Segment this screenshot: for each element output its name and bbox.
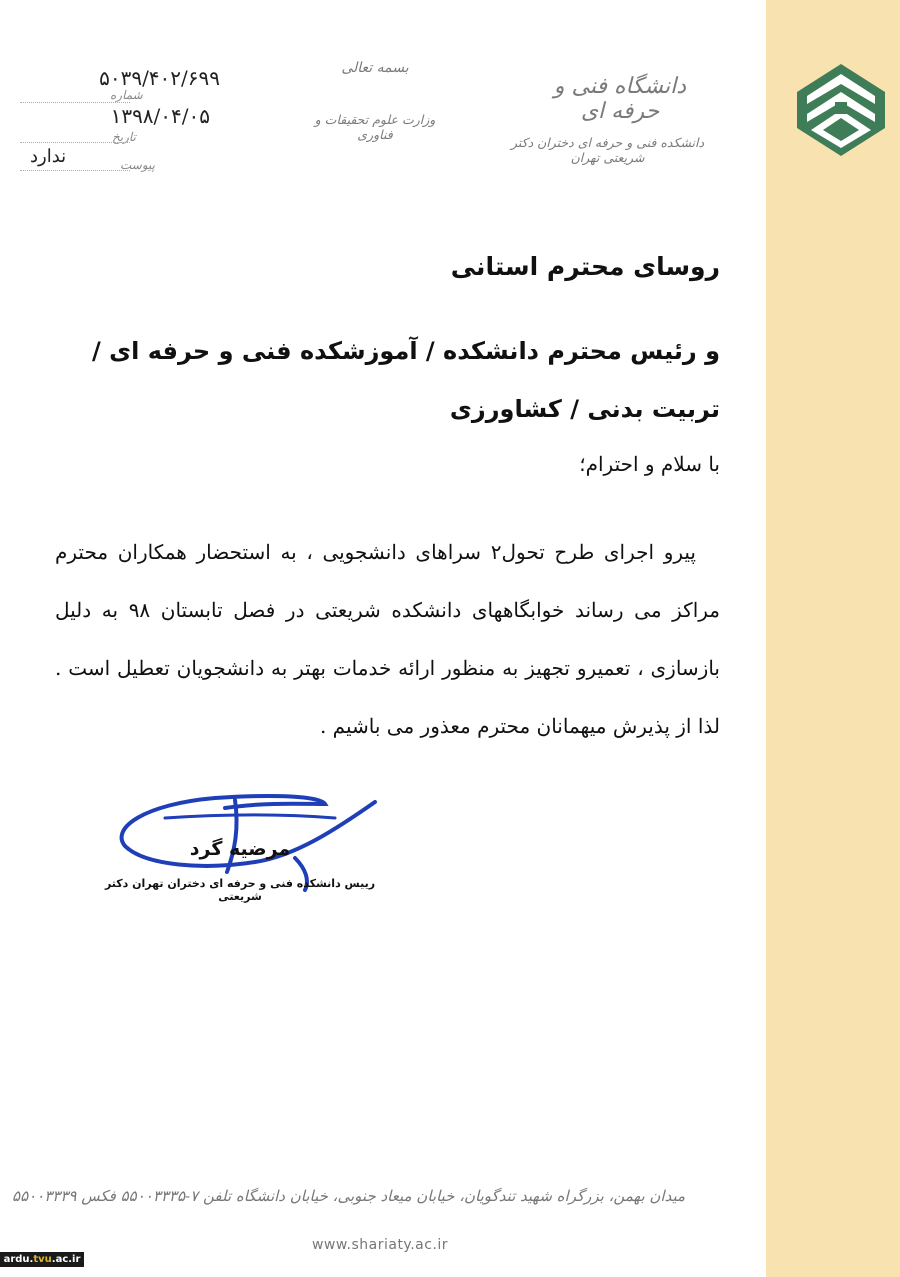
attachment-label: پیوست: [120, 158, 155, 172]
letter-date: ۱۳۹۸/۰۴/۰۵: [110, 104, 210, 128]
watermark-suffix: .ac.ir: [51, 1254, 81, 1265]
recipient-line-1: روسای محترم استانی: [450, 252, 720, 281]
ministry-name: وزارت علوم تحقیقات و فناوری: [314, 112, 436, 142]
university-name: دانشگاه فنی و حرفه ای: [553, 74, 687, 124]
number-line: [20, 102, 130, 103]
site-watermark: [0, 1252, 84, 1267]
watermark-prefix: ardu.: [3, 1254, 34, 1265]
bismillah-heading: بسمه تعالی: [341, 60, 409, 76]
footer-website[interactable]: www.shariaty.ac.ir: [311, 1237, 449, 1253]
signer-title: رییس دانشکده فنی و حرفه ای دختران تهران دکتر شریعتی: [104, 877, 376, 903]
college-name: دانشکده فنی و حرفه ای دختران دکتر شریعتی تهران: [510, 135, 705, 165]
greeting: با سلام و احترام؛: [579, 452, 720, 476]
signer-name: مرضیه گرد: [189, 838, 291, 860]
letter-number: ۵۰۳۹/۴۰۲/۶۹۹: [99, 66, 220, 90]
watermark-accent: tvu: [33, 1254, 52, 1265]
attachment-value: ندارد: [30, 146, 67, 167]
date-line: [20, 142, 130, 143]
number-label: شماره: [110, 88, 143, 102]
attachment-line: [20, 170, 130, 171]
recipient-line-2: و رئیس محترم دانشکده / آموزشکده فنی و حرفه ای / تربیت بدنی / کشاورزی: [92, 337, 720, 423]
footer-address: میدان بهمن، بزرگراه شهید تندگویان، خیابان میعاد جنوبی، خیابان دانشگاه تلفن ۷-۵۵۰۰۳۳۳۵ فکس ۵۵۰۰۳۳۳۹: [12, 1187, 685, 1205]
university-emblem-icon: [795, 62, 887, 158]
date-label: تاریخ: [112, 130, 136, 144]
letter-body: پیرو اجرای طرح تحول۲ سراهای دانشجویی ، به استحضار همکاران محترم مراکز می رساند خوابگاههای دانشکده شریعتی در فصل تابستان ۹۸ به دلیل بازسازی ، تعمیرو تجهیز به منظور ارائه خدمات بهتر به دانشجویان تعطیل است . لذا از پذیرش میهمانان محترم معذور می باشیم .: [55, 540, 720, 738]
side-color-band: [766, 0, 900, 1277]
